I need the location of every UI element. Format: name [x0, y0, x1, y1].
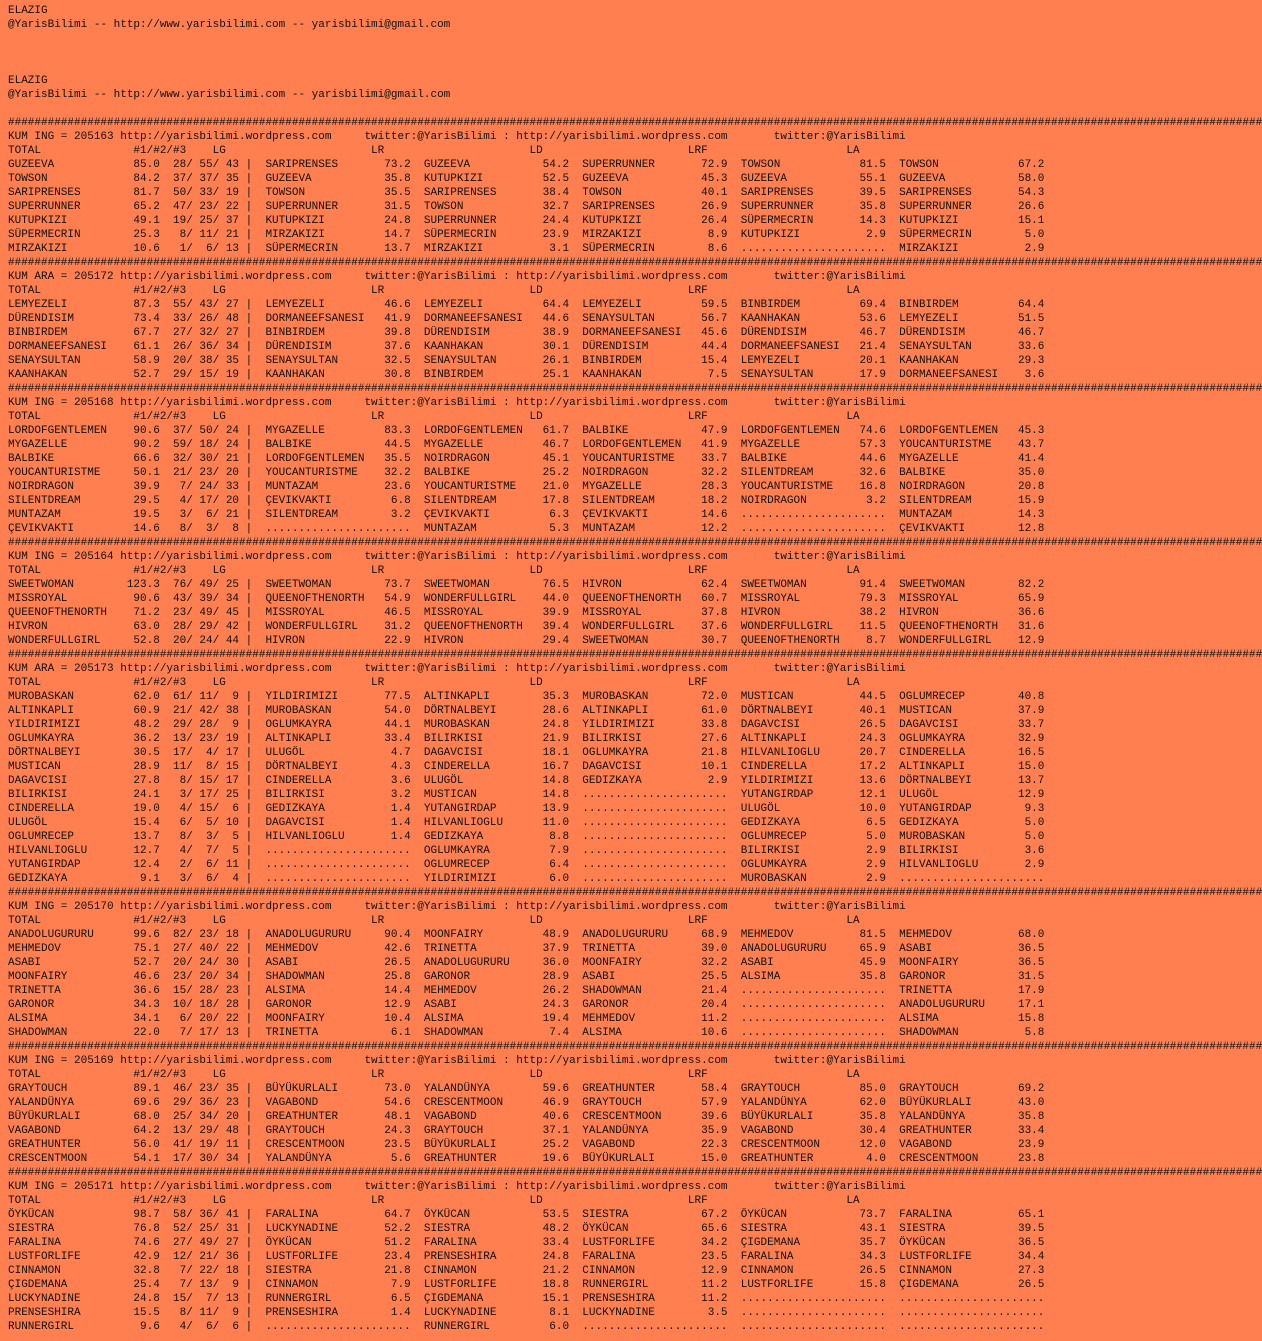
text-line: VAGABOND 64.2 13/ 29/ 48 | GRAYTOUCH 24.3 GRAYTOUCH 37.1 YALANDÜNYA 35.9 VAGABOND 30.4 GREATHUNTER 33.4	[8, 1125, 1045, 1137]
text-line: YALANDÜNYA 69.6 29/ 36/ 23 | VAGABOND 54.6 CRESCENTMOON 46.9 GRAYTOUCH 57.9 YALANDÜNYA 62.0 BÜYÜKURLALI 43.0	[8, 1097, 1045, 1109]
text-line: CINDERELLA 19.0 4/ 15/ 6 | GEDIZKAYA 1.4 YUTANGIRDAP 13.9 ...................... ULUGÖL 10.0 YUTANGIRDAP 9.3	[8, 803, 1045, 815]
text-line: ##############################################################################################################################################################################################	[8, 383, 1262, 395]
text-line: MUSTICAN 28.9 11/ 8/ 15 | DÖRTNALBEYI 4.3 CINDERELLA 16.7 DAGAVCISI 10.1 CINDERELLA 17.2 ALTINKAPLI 15.0	[8, 761, 1045, 773]
text-line: DÖRTNALBEYI 30.5 17/ 4/ 17 | ULUGÖL 4.7 DAGAVCISI 18.1 OGLUMKAYRA 21.8 HILVANLIOGLU 20.7 CINDERELLA 16.5	[8, 747, 1045, 759]
text-line: TOWSON 84.2 37/ 37/ 35 | GUZEEVA 35.8 KUTUPKIZI 52.5 GUZEEVA 45.3 GUZEEVA 55.1 GUZEEVA 58.0	[8, 173, 1045, 185]
text-line: GREATHUNTER 56.0 41/ 19/ 11 | CRESCENTMOON 23.5 BÜYÜKURLALI 25.2 VAGABOND 22.3 CRESCENTMOON 12.0 VAGABOND 23.9	[8, 1139, 1045, 1151]
text-line: SILENTDREAM 29.5 4/ 17/ 20 | ÇEVIKVAKTI 6.8 SILENTDREAM 17.8 SILENTDREAM 18.2 NOIRDRAGON 3.2 SILENTDREAM 15.9	[8, 495, 1045, 507]
text-line: GRAYTOUCH 89.1 46/ 23/ 35 | BÜYÜKURLALI 73.0 YALANDÜNYA 59.6 GREATHUNTER 58.4 GRAYTOUCH 85.0 GRAYTOUCH 69.2	[8, 1083, 1045, 1095]
text-line: SHADOWMAN 22.0 7/ 17/ 13 | TRINETTA 6.1 SHADOWMAN 7.4 ALSIMA 10.6 ...................... SHADOWMAN 5.8	[8, 1027, 1045, 1039]
text-line: ÖYKÜCAN 98.7 58/ 36/ 41 | FARALINA 64.7 ÖYKÜCAN 53.5 SIESTRA 67.2 ÖYKÜCAN 73.7 FARALINA 65.1	[8, 1209, 1045, 1221]
text-line: ÇEVIKVAKTI 14.6 8/ 3/ 8 | ...................... MUNTAZAM 5.3 MUNTAZAM 12.2 ...................... ÇEVIKVAKTI 12.8	[8, 523, 1045, 535]
text-line: MUROBASKAN 62.0 61/ 11/ 9 | YILDIRIMIZI 77.5 ALTINKAPLI 35.3 MUROBASKAN 72.0 MUSTICAN 44.5 OGLUMRECEP 40.8	[8, 691, 1045, 703]
text-line: SENAYSULTAN 58.9 20/ 38/ 35 | SENAYSULTAN 32.5 SENAYSULTAN 26.1 BINBIRDEM 15.4 LEMYEZELI 20.1 KAANHAKAN 29.3	[8, 355, 1045, 367]
text-line: ULUGÖL 15.4 6/ 5/ 10 | DAGAVCISI 1.4 HILVANLIOGLU 11.0 ...................... GEDIZKAYA 6.5 GEDIZKAYA 5.0	[8, 817, 1045, 829]
text-line: NOIRDRAGON 39.9 7/ 24/ 33 | MUNTAZAM 23.6 YOUCANTURISTME 21.0 MYGAZELLE 28.3 YOUCANTURISTME 16.8 NOIRDRAGON 20.8	[8, 481, 1045, 493]
text-line: KUM ING = 205163 http://yarisbilimi.wordpress.com twitter:@YarisBilimi : http://yarisbilimi.wordpress.com twitter:@YarisBilimi	[8, 131, 906, 143]
text-line: DORMANEEFSANESI 61.1 26/ 36/ 34 | DÜRENDISIM 37.6 KAANHAKAN 30.1 DÜRENDISIM 44.4 DORMANEEFSANESI 21.4 SENAYSULTAN 33.6	[8, 341, 1045, 353]
text-line: DAGAVCISI 27.8 8/ 15/ 17 | CINDERELLA 3.6 ULUGÖL 14.8 GEDIZKAYA 2.9 YILDIRIMIZI 13.6 DÖRTNALBEYI 13.7	[8, 775, 1045, 787]
text-line: SARIPRENSES 81.7 50/ 33/ 19 | TOWSON 35.5 SARIPRENSES 38.4 TOWSON 40.1 SARIPRENSES 39.5 SARIPRENSES 54.3	[8, 187, 1045, 199]
text-line: GARONOR 34.3 10/ 18/ 28 | GARONOR 12.9 ASABI 24.3 GARONOR 20.4 ...................... ANADOLUGURURU 17.1	[8, 999, 1045, 1011]
text-line: @YarisBilimi -- http://www.yarisbilimi.com -- yarisbilimi@gmail.com	[8, 89, 451, 101]
text-line: ##############################################################################################################################################################################################	[8, 257, 1262, 269]
text-line: MEHMEDOV 75.1 27/ 40/ 22 | MEHMEDOV 42.6 TRINETTA 37.9 TRINETTA 39.0 ANADOLUGURURU 65.9 ASABI 36.5	[8, 943, 1045, 955]
text-line: OGLUMRECEP 13.7 8/ 3/ 5 | HILVANLIOGLU 1.4 GEDIZKAYA 8.8 ...................... OGLUMRECEP 5.0 MUROBASKAN 5.0	[8, 831, 1045, 843]
text-line: TOTAL #1/#2/#3 LG LR LD LRF LA	[8, 411, 860, 423]
text-line: BILIRKISI 24.1 3/ 17/ 25 | BILIRKISI 3.2 MUSTICAN 14.8 ...................... YUTANGIRDAP 12.1 ULUGÖL 12.9	[8, 789, 1045, 801]
text-line: KAANHAKAN 52.7 29/ 15/ 19 | KAANHAKAN 30.8 BINBIRDEM 25.1 KAANHAKAN 7.5 SENAYSULTAN 17.9 DORMANEEFSANESI 3.6	[8, 369, 1045, 381]
text-line: QUEENOFTHENORTH 71.2 23/ 49/ 45 | MISSROYAL 46.5 MISSROYAL 39.9 MISSROYAL 37.8 HIVRON 38.2 HIVRON 36.6	[8, 607, 1045, 619]
text-line: LUSTFORLIFE 42.9 12/ 21/ 36 | LUSTFORLIFE 23.4 PRENSESHIRA 24.8 FARALINA 23.5 FARALINA 34.3 LUSTFORLIFE 34.4	[8, 1251, 1045, 1263]
text-line: KUM ARA = 205173 http://yarisbilimi.wordpress.com twitter:@YarisBilimi : http://yarisbilimi.wordpress.com twitter:@YarisBilimi	[8, 663, 906, 675]
text-line: CRESCENTMOON 54.1 17/ 30/ 34 | YALANDÜNYA 5.6 GREATHUNTER 19.6 BÜYÜKURLALI 15.0 GREATHUNTER 4.0 CRESCENTMOON 23.8	[8, 1153, 1045, 1165]
text-line: PRENSESHIRA 15.5 8/ 11/ 9 | PRENSESHIRA 1.4 LUCKYNADINE 8.1 LUCKYNADINE 3.5 ...................... ......................	[8, 1307, 1045, 1319]
text-line: ##############################################################################################################################################################################################	[8, 1167, 1262, 1179]
text-line: MYGAZELLE 90.2 59/ 18/ 24 | BALBIKE 44.5 MYGAZELLE 46.7 LORDOFGENTLEMEN 41.9 MYGAZELLE 57.3 YOUCANTURISTME 43.7	[8, 439, 1045, 451]
text-line: DÜRENDISIM 73.4 33/ 26/ 48 | DORMANEEFSANESI 41.9 DORMANEEFSANESI 44.6 SENAYSULTAN 56.7 KAANHAKAN 53.6 LEMYEZELI 51.5	[8, 313, 1045, 325]
text-line: ÇIGDEMANA 25.4 7/ 13/ 9 | CINNAMON 7.9 LUSTFORLIFE 18.8 RUNNERGIRL 11.2 LUSTFORLIFE 15.8 ÇIGDEMANA 26.5	[8, 1279, 1045, 1291]
text-line: TOTAL #1/#2/#3 LG LR LD LRF LA	[8, 1195, 860, 1207]
text-line: TOTAL #1/#2/#3 LG LR LD LRF LA	[8, 915, 860, 927]
text-line: ELAZIG	[8, 75, 48, 87]
text-line: KUM ARA = 205172 http://yarisbilimi.wordpress.com twitter:@YarisBilimi : http://yarisbilimi.wordpress.com twitter:@YarisBilimi	[8, 271, 906, 283]
text-line: LEMYEZELI 87.3 55/ 43/ 27 | LEMYEZELI 46.6 LEMYEZELI 64.4 LEMYEZELI 59.5 BINBIRDEM 69.4 BINBIRDEM 64.4	[8, 299, 1045, 311]
text-line: TRINETTA 36.6 15/ 28/ 23 | ALSIMA 14.4 MEHMEDOV 26.2 SHADOWMAN 21.4 ...................... TRINETTA 17.9	[8, 985, 1045, 997]
text-line: GEDIZKAYA 9.1 3/ 6/ 4 | ...................... YILDIRIMIZI 6.0 ...................... MUROBASKAN 2.9 ......................	[8, 873, 1045, 885]
text-line: YOUCANTURISTME 50.1 21/ 23/ 20 | YOUCANTURISTME 32.2 BALBIKE 25.2 NOIRDRAGON 32.2 SILENTDREAM 32.6 BALBIKE 35.0	[8, 467, 1045, 479]
text-line: KUM ING = 205164 http://yarisbilimi.wordpress.com twitter:@YarisBilimi : http://yarisbilimi.wordpress.com twitter:@YarisBilimi	[8, 551, 906, 563]
text-line: BINBIRDEM 67.7 27/ 32/ 27 | BINBIRDEM 39.8 DÜRENDISIM 38.9 DORMANEEFSANESI 45.6 DÜRENDISIM 46.7 DÜRENDISIM 46.7	[8, 327, 1045, 339]
text-line: YUTANGIRDAP 12.4 2/ 6/ 11 | ...................... OGLUMRECEP 6.4 ...................... OGLUMKAYRA 2.9 HILVANLIOGLU 2.9	[8, 859, 1045, 871]
text-line: ##############################################################################################################################################################################################	[8, 117, 1262, 129]
text-line: ALTINKAPLI 60.9 21/ 42/ 38 | MUROBASKAN 54.0 DÖRTNALBEYI 28.6 ALTINKAPLI 61.0 DÖRTNALBEYI 40.1 MUSTICAN 37.9	[8, 705, 1045, 717]
text-line: ##############################################################################################################################################################################################	[8, 537, 1262, 549]
text-line: SUPERRUNNER 65.2 47/ 23/ 22 | SUPERRUNNER 31.5 TOWSON 32.7 SARIPRENSES 26.9 SUPERRUNNER 35.8 SUPERRUNNER 26.6	[8, 201, 1045, 213]
text-line: HIVRON 63.0 28/ 29/ 42 | WONDERFULLGIRL 31.2 QUEENOFTHENORTH 39.4 WONDERFULLGIRL 37.6 WONDERFULLGIRL 11.5 QUEENOFTHENORTH 31.6	[8, 621, 1045, 633]
text-line: GUZEEVA 85.0 28/ 55/ 43 | SARIPRENSES 73.2 GUZEEVA 54.2 SUPERRUNNER 72.9 TOWSON 81.5 TOWSON 67.2	[8, 159, 1045, 171]
text-line: MISSROYAL 90.6 43/ 39/ 34 | QUEENOFTHENORTH 54.9 WONDERFULLGIRL 44.0 QUEENOFTHENORTH 60.7 MISSROYAL 79.3 MISSROYAL 65.9	[8, 593, 1045, 605]
text-line: WONDERFULLGIRL 52.8 20/ 24/ 44 | HIVRON 22.9 HIVRON 29.4 SWEETWOMAN 30.7 QUEENOFTHENORTH 8.7 WONDERFULLGIRL 12.9	[8, 635, 1045, 647]
text-line: FARALINA 74.6 27/ 49/ 27 | ÖYKÜCAN 51.2 FARALINA 33.4 LUSTFORLIFE 34.2 ÇIGDEMANA 35.7 ÖYKÜCAN 36.5	[8, 1237, 1045, 1249]
text-line: ##############################################################################################################################################################################################	[8, 649, 1262, 661]
text-line: KUTUPKIZI 49.1 19/ 25/ 37 | KUTUPKIZI 24.8 SUPERRUNNER 24.4 KUTUPKIZI 26.4 SÜPERMECRIN 14.3 KUTUPKIZI 15.1	[8, 215, 1045, 227]
text-line: TOTAL #1/#2/#3 LG LR LD LRF LA	[8, 677, 860, 689]
text-line: CINNAMON 32.8 7/ 22/ 18 | SIESTRA 21.8 CINNAMON 21.2 CINNAMON 12.9 CINNAMON 26.5 CINNAMON 27.3	[8, 1265, 1045, 1277]
text-line: TOTAL #1/#2/#3 LG LR LD LRF LA	[8, 1069, 860, 1081]
text-line: TOTAL #1/#2/#3 LG LR LD LRF LA	[8, 285, 860, 297]
text-line: TOTAL #1/#2/#3 LG LR LD LRF LA	[8, 565, 860, 577]
text-line: YILDIRIMIZI 48.2 29/ 28/ 9 | OGLUMKAYRA 44.1 MUROBASKAN 24.8 YILDIRIMIZI 33.8 DAGAVCISI 26.5 DAGAVCISI 33.7	[8, 719, 1045, 731]
text-line: SIESTRA 76.8 52/ 25/ 31 | LUCKYNADINE 52.2 SIESTRA 48.2 ÖYKÜCAN 65.6 SIESTRA 43.1 SIESTRA 39.5	[8, 1223, 1045, 1235]
text-line: RUNNERGIRL 9.6 4/ 6/ 6 | ...................... RUNNERGIRL 6.0 ...................... ...................... ......................	[8, 1321, 1045, 1333]
text-line: ##############################################################################################################################################################################################	[8, 887, 1262, 899]
text-line: ##############################################################################################################################################################################################	[8, 1041, 1262, 1053]
text-line: BALBIKE 66.6 32/ 30/ 21 | LORDOFGENTLEMEN 35.5 NOIRDRAGON 45.1 YOUCANTURISTME 33.7 BALBIKE 44.6 MYGAZELLE 41.4	[8, 453, 1045, 465]
text-line: KUM ING = 205170 http://yarisbilimi.wordpress.com twitter:@YarisBilimi : http://yarisbilimi.wordpress.com twitter:@YarisBilimi	[8, 901, 906, 913]
text-line: OGLUMKAYRA 36.2 13/ 23/ 19 | ALTINKAPLI 33.4 BILIRKISI 21.9 BILIRKISI 27.6 ALTINKAPLI 24.3 OGLUMKAYRA 32.9	[8, 733, 1045, 745]
text-line: HILVANLIOGLU 12.7 4/ 7/ 5 | ...................... OGLUMKAYRA 7.9 ...................... BILIRKISI 2.9 BILIRKISI 3.6	[8, 845, 1045, 857]
text-line: @YarisBilimi -- http://www.yarisbilimi.com -- yarisbilimi@gmail.com	[8, 19, 451, 31]
text-line: MIRZAKIZI 10.6 1/ 6/ 13 | SÜPERMECRIN 13.7 MIRZAKIZI 3.1 SÜPERMECRIN 8.6 ...................... MIRZAKIZI 2.9	[8, 243, 1045, 255]
text-line: LUCKYNADINE 24.8 15/ 7/ 13 | RUNNERGIRL 6.5 ÇIGDEMANA 15.1 PRENSESHIRA 11.2 ...................... ......................	[8, 1293, 1045, 1305]
text-line: BÜYÜKURLALI 68.0 25/ 34/ 20 | GREATHUNTER 48.1 VAGABOND 40.6 CRESCENTMOON 39.6 BÜYÜKURLALI 35.8 YALANDÜNYA 35.8	[8, 1111, 1045, 1123]
text-line: ASABI 52.7 20/ 24/ 30 | ASABI 26.5 ANADOLUGURURU 36.0 MOONFAIRY 32.2 ASABI 45.9 MOONFAIRY 36.5	[8, 957, 1045, 969]
text-line: LORDOFGENTLEMEN 90.6 37/ 50/ 24 | MYGAZELLE 83.3 LORDOFGENTLEMEN 61.7 BALBIKE 47.9 LORDOFGENTLEMEN 74.6 LORDOFGENTLEMEN 45.3	[8, 425, 1045, 437]
text-line: ELAZIG	[8, 5, 48, 17]
text-line: ALSIMA 34.1 6/ 20/ 22 | MOONFAIRY 10.4 ALSIMA 19.4 MEHMEDOV 11.2 ...................... ALSIMA 15.8	[8, 1013, 1045, 1025]
text-line: TOTAL #1/#2/#3 LG LR LD LRF LA	[8, 145, 860, 157]
text-line: MUNTAZAM 19.5 3/ 6/ 21 | SILENTDREAM 3.2 ÇEVIKVAKTI 6.3 ÇEVIKVAKTI 14.6 ...................... MUNTAZAM 14.3	[8, 509, 1045, 521]
text-line: SWEETWOMAN 123.3 76/ 49/ 25 | SWEETWOMAN 73.7 SWEETWOMAN 76.5 HIVRON 62.4 SWEETWOMAN 91.4 SWEETWOMAN 82.2	[8, 579, 1045, 591]
text-line: MOONFAIRY 46.6 23/ 20/ 34 | SHADOWMAN 25.8 GARONOR 28.9 ASABI 25.5 ALSIMA 35.8 GARONOR 31.5	[8, 971, 1045, 983]
text-line: KUM ING = 205171 http://yarisbilimi.wordpress.com twitter:@YarisBilimi : http://yarisbilimi.wordpress.com twitter:@YarisBilimi	[8, 1181, 906, 1193]
text-line: KUM ING = 205168 http://yarisbilimi.wordpress.com twitter:@YarisBilimi : http://yarisbilimi.wordpress.com twitter:@YarisBilimi	[8, 397, 906, 409]
text-line: KUM ING = 205169 http://yarisbilimi.wordpress.com twitter:@YarisBilimi : http://yarisbilimi.wordpress.com twitter:@YarisBilimi	[8, 1055, 906, 1067]
text-line: SÜPERMECRIN 25.3 8/ 11/ 21 | MIRZAKIZI 14.7 SÜPERMECRIN 23.9 MIRZAKIZI 8.9 KUTUPKIZI 2.9 SÜPERMECRIN 5.0	[8, 229, 1045, 241]
text-line: ANADOLUGURURU 99.6 82/ 23/ 18 | ANADOLUGURURU 90.4 MOONFAIRY 48.9 ANADOLUGURURU 68.9 MEHMEDOV 81.5 MEHMEDOV 68.0	[8, 929, 1045, 941]
